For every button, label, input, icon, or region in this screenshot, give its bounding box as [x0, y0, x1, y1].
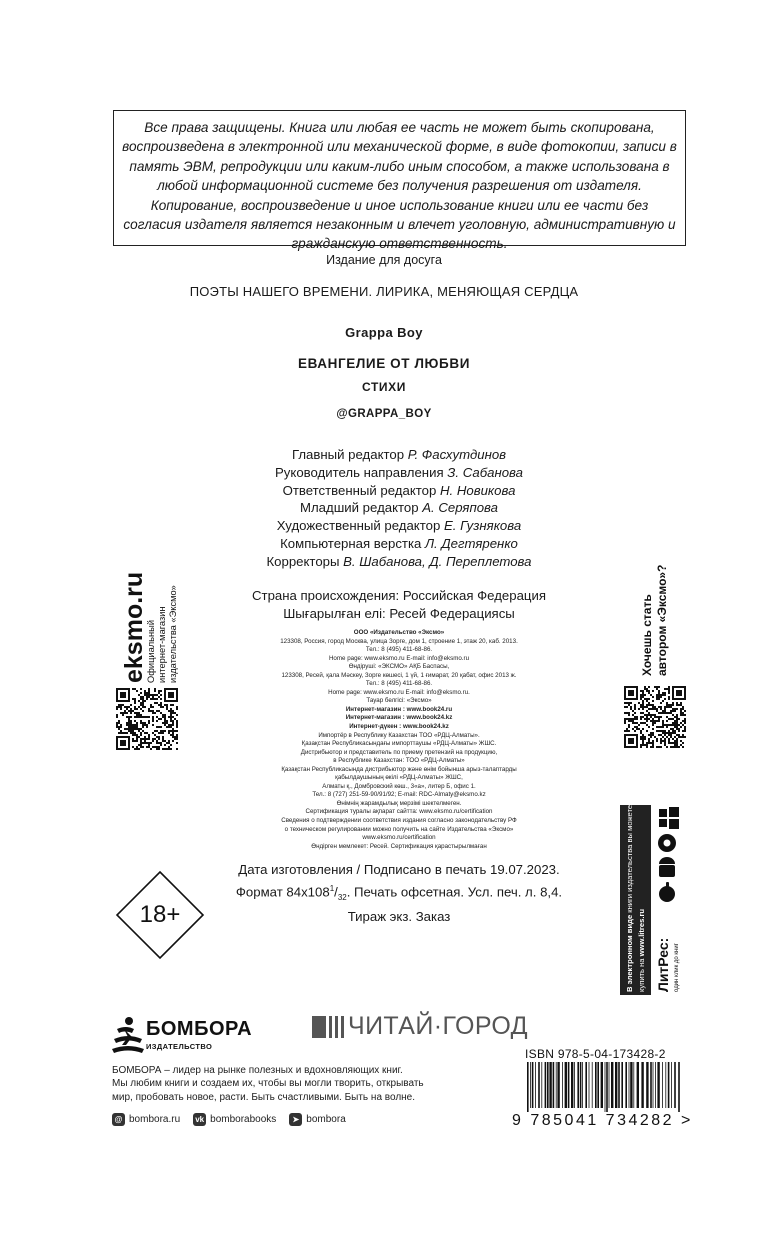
credit-line: Главный редактор Р. Фасхутдинов	[291, 447, 507, 462]
social-site[interactable]: @ bombora.ru	[112, 1113, 180, 1126]
age-rating: 18+	[139, 901, 181, 928]
litres-brand: ЛитРес:	[655, 937, 671, 992]
credit-line: Ответственный редактор Н. Новикова	[282, 482, 516, 498]
imprint-line: Home page: www.eksmo.ru E-mail: info@eksmo.ru.	[328, 688, 470, 696]
eksmo-caption-2: интернет-магазин	[157, 606, 167, 683]
imprint-line: 123308, Россия, город Москва, улица Зорге, дом 1, строение 1, этаж 20, каб. 2013.	[280, 637, 518, 645]
imprint-line: Home page: www.eksmo.ru E-mail: info@eksmo.ru	[328, 654, 470, 662]
bombora-description: БОМБОРА – лидер на рынке полезных и вдохновляющих книг. Мы любим книги и создаем их, чтобы вы могли творить, открывать мир, пробовать новое, расти. Быть счастливыми. Быть на волне.	[112, 1065, 424, 1103]
imprint-line: Интернет-магазин : www.book24.ru	[345, 705, 453, 713]
copyright-text: Все права защищены. Книга или любая ее часть не может быть скопирована, воспроизведена в электронной или механической форме, в виде фотокопии, записи в память ЭВМ, репродукции или каким-либо иным способом, а также использована в любой информационной системе без получения разрешения от издателя. Копирование, воспроизведение и иное использование книги или ее части без согласия издателя является незаконным и влечет уголовную, административную и гражданскую ответственность.	[122, 120, 677, 252]
imprint-line: Тел.: 8 (495) 411-68-86.	[365, 646, 433, 654]
qr-code-icon	[116, 688, 178, 750]
qr-code-icon	[624, 686, 686, 748]
credit-line: Корректоры В. Шабанова, Д. Переплетова	[266, 553, 532, 569]
imprint-line: Интернет-дүкен : www.book24.kz	[349, 723, 449, 731]
imprint-line: ООО «Издательство «Эксмо»	[353, 629, 445, 636]
imprint-line: Алматы қ., Домбровский көш., 3«а», литер Б, офис 1.	[322, 782, 476, 790]
imprint-line: Тел.: 8 (495) 411-68-86.	[365, 680, 433, 688]
chrome-icon	[658, 834, 676, 852]
chitai-gorod-wordmark: ЧИТАЙ·ГОРОД	[348, 1012, 528, 1040]
imprint-line: Дистрибьютор и представитель по приему претензий на продукцию,	[300, 748, 498, 756]
imprint-line: Өндіруші: «ЭКСМО» АҚБ Баспасы,	[348, 663, 450, 671]
bombora-wordmark: БОМБОРА	[146, 1018, 253, 1040]
become-author-line-2: автором «Эксмо»?	[655, 564, 669, 676]
credit-line: Компьютерная верстка Л. Дегтяренко	[280, 535, 518, 551]
imprint-line: Сертификация туралы ақпарат сайтта: www.eksmo.ru/certification	[305, 808, 493, 816]
social-vk[interactable]: vk bomborabooks	[193, 1113, 276, 1126]
book-genre: СТИХИ	[362, 380, 406, 394]
become-author-line-1: Хочешь стать	[640, 594, 654, 676]
credit-line: Младший редактор А. Серяпова	[300, 500, 498, 516]
imprint-line: 123308, Ресей, қала Мәскеу, Зорге көшесі, 1 үй, 1 ғимарат, 20 қабат, офис 2013 ж.	[281, 671, 517, 679]
publisher-imprint	[200, 629, 598, 851]
eksmo-site-label	[112, 555, 182, 685]
imprint-line: Импортёр в Республику Казахстан ТОО «РДЦ-Алматы».	[318, 731, 480, 739]
series-title: ПОЭТЫ НАШЕГО ВРЕМЕНИ. ЛИРИКА, МЕНЯЮЩАЯ СЕРДЦА	[189, 284, 579, 299]
country-of-origin: Страна происхождения: Российская Федерация Шығарылған елі: Ресей Федерациясы	[252, 588, 546, 621]
credit-line: Руководитель направления З. Сабанова	[275, 464, 523, 480]
imprint-line: Қазақстан Республикасында дистрибьютор және өнім бойынша арыз-талаптарды	[281, 765, 517, 773]
author-handle: @GRAPPA_BOY	[336, 408, 432, 420]
imprint-line: Қазақстан Республикасындағы импорттаушы «РДЦ-Алматы» ЖШС.	[301, 740, 497, 748]
imprint-line: қабылдаушының өкілі «РДЦ-Алматы» ЖШС,	[335, 774, 463, 782]
telegram-icon: ➤	[289, 1113, 302, 1126]
copyright-notice	[113, 110, 686, 252]
imprint-line: в Республике Казахстан: ТОО «РДЦ-Алматы»	[333, 757, 465, 765]
social-links	[112, 1111, 359, 1127]
imprint-line: Сведения о подтверждении соответствия издания согласно законодательству РФ	[281, 817, 517, 825]
android-icon	[659, 857, 675, 877]
print-details: Дата изготовления / Подписано в печать 19.07.2023. Формат $84x108^1/_{32}$. Печать офсетная. Усл. печ. л. 8,4. Тираж экз. Заказ	[235, 862, 563, 925]
imprint-line: Тауар белгісі: «Эксмо»	[366, 697, 432, 705]
eksmo-caption-3: издательства «Эксмо»	[168, 585, 178, 683]
at-icon: @	[112, 1113, 125, 1126]
eksmo-caption-1: Официальный	[146, 619, 156, 683]
apple-icon	[659, 882, 675, 902]
become-author-label	[633, 563, 683, 678]
imprint-line: Интернет-магазин : www.book24.kz	[345, 714, 453, 722]
windows-icon	[659, 807, 679, 829]
svg-text:В электронном виде книги издат: В электронном виде книги издательства вы можете	[625, 805, 634, 992]
imprint-line: Тел.: 8 (727) 251-59-90/91/92; E-mail: RDC-Almaty@eksmo.kz	[312, 791, 486, 799]
chitai-gorod-logo-icon	[312, 1016, 352, 1038]
bombora-subtitle: ИЗДАТЕЛЬСТВО	[146, 1042, 213, 1051]
eksmo-site-text: eksmo.ru	[120, 571, 148, 683]
barcode-digits: 9 785041 734282 >	[512, 1112, 693, 1129]
svg-text:купить на www.litres.ru: купить на www.litres.ru	[637, 908, 646, 992]
imprint-line: Өндірген мемлекет: Ресей. Сертификация қарастырылмаған	[311, 842, 487, 850]
imprint-line: о техническом регулировании можно получить на сайте Издательства «Эксмо»	[284, 825, 514, 833]
vk-icon: vk	[193, 1113, 206, 1126]
litres-promo	[620, 805, 692, 995]
imprint-line: Өнімнің жарамдылық мерзімі шектелмеген.	[336, 799, 462, 807]
imprint-line: www.eksmo.ru/certification	[362, 834, 436, 842]
book-author: Grappa Boy	[345, 325, 423, 340]
book-title: ЕВАНГЕЛИЕ ОТ ЛЮБВИ	[297, 356, 470, 371]
isbn: ISBN 978-5-04-173428-2	[525, 1047, 666, 1061]
barcode-icon	[525, 1062, 685, 1112]
litres-tagline: один клик до книг	[674, 943, 680, 992]
leisure-note: Издание для досуга	[326, 253, 442, 267]
credit-line: Художественный редактор Е. Гузнякова	[276, 518, 522, 534]
social-telegram[interactable]: ➤ bombora	[289, 1113, 345, 1126]
editorial-credits	[0, 446, 768, 571]
